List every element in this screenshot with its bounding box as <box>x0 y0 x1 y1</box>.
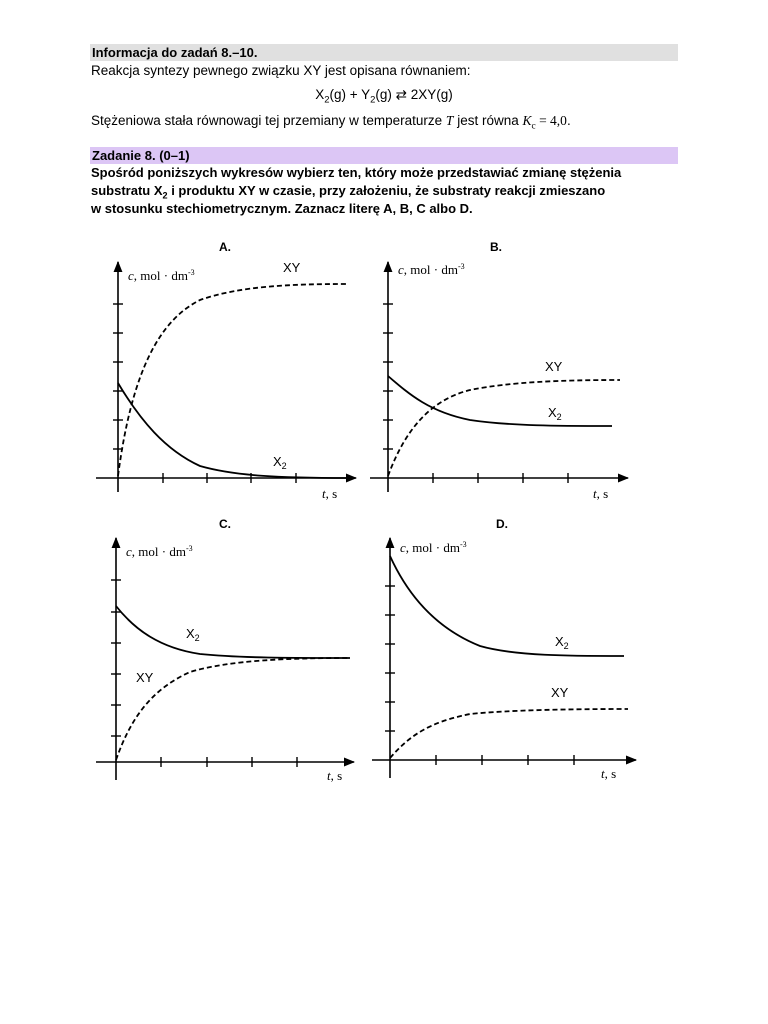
plot-d-x2-label: $X_2$ <box>555 634 569 651</box>
task-line-2: substratu $X_2$ i produktu XY w czasie, przy założeniu, że substraty reakcji zmieszano <box>91 183 606 201</box>
plot-a-x2-curve <box>118 383 348 478</box>
plot-c-x-label: t, s <box>327 768 343 783</box>
plot-d-y-label: c, mol · $dm^{-3}$ <box>400 540 467 555</box>
plot-c-xy-label: XY <box>136 670 154 685</box>
info-intro: Reakcja syntezy pewnego związku XY jest opisana równaniem: <box>91 63 471 78</box>
task-header: Zadanie 8. (0–1) <box>92 148 190 163</box>
plot-b-xy-curve <box>388 380 620 476</box>
plot-a-x2-label: $X_2$ <box>273 454 287 471</box>
plot-b-y-label: c, mol · $dm^{-3}$ <box>398 262 465 277</box>
plot-b-x2-label: $X_2$ <box>548 405 562 422</box>
plot-c-x2-label: $X_2$ <box>186 626 200 643</box>
plot-c-y-label: c, mol · $dm^{-3}$ <box>126 544 193 559</box>
plot-b-x-label: t, s <box>593 486 609 501</box>
plot-a-y-label: c, mol · $dm^{-3}$ <box>128 268 195 283</box>
plot-a-ticks <box>113 304 296 483</box>
task-line-1: Spośród poniższych wykresów wybierz ten, który może przedstawiać zmianę stężenia <box>91 165 622 180</box>
plot-a-xy-label: XY <box>283 260 301 275</box>
plot-c <box>96 517 354 783</box>
plot-a <box>96 240 356 501</box>
reaction-equation: $X_2(g) + Y_2(g)$ ⇄ 2XY(g) <box>315 87 453 106</box>
plot-b-xy-label: XY <box>545 359 563 374</box>
plot-b-letter: B. <box>490 240 502 254</box>
plot-b <box>370 240 628 501</box>
equilibrium-constant-text: Stężeniowa stała równowagi tej przemiany w temperaturze T jest równa $K_c = 4,0$. <box>91 113 571 132</box>
info-header: Informacja do zadań 8.–10. <box>92 45 258 60</box>
task-line-3: w stosunku stechiometrycznym. Zaznacz literę A, B, C albo D. <box>91 201 473 216</box>
plot-c-letter: C. <box>219 517 231 531</box>
plot-a-x-label: t, s <box>322 486 338 501</box>
plot-d-ticks <box>385 586 574 765</box>
plot-d <box>372 517 636 781</box>
plot-d-letter: D. <box>496 517 508 531</box>
plot-c-x2-curve <box>116 606 350 658</box>
plot-d-x-label: t, s <box>601 766 617 781</box>
plot-d-x2-curve <box>390 556 624 656</box>
plot-a-letter: A. <box>219 240 231 254</box>
plot-d-xy-label: XY <box>551 685 569 700</box>
plot-a-xy-curve <box>118 284 348 476</box>
plot-d-xy-curve <box>390 709 628 758</box>
